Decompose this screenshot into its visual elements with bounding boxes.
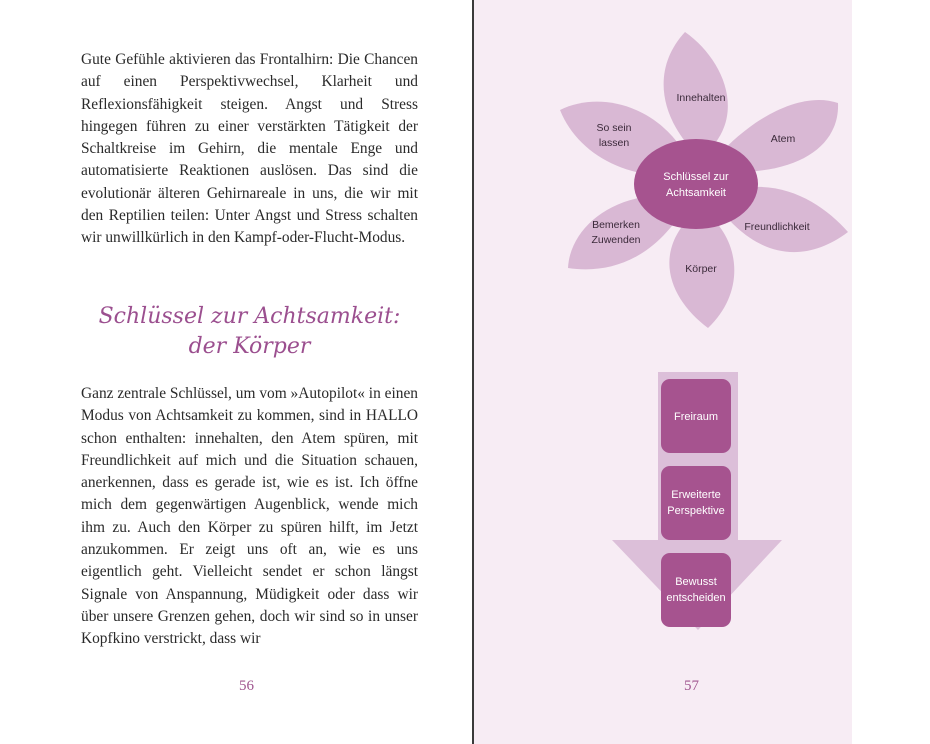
body-paragraph-1: Gute Gefühle aktivieren das Frontalhirn: Die Chancen auf einen Perspektivwechsel, Klarheit und Reflexionsfähigkeit steigen. Angst und Stress hingegen führen zu einer verstärkten Tätigkeit der Schaltkreise im Gehirn, die mentale Enge und automatisierte Reaktionen auslösen. Das sind die evolutionär älteren Gehirnareale in uns, die wir mit den Reptilien teilen: Unter Angst und Stress schalten wir unwillkürlich in den Kampf-oder-Flucht-Modus. <box>81 51 418 247</box>
petal-label-freundlichkeit: Freundlichkeit <box>744 221 810 233</box>
petal-label-sosein-2: lassen <box>598 137 630 149</box>
petal-label-bemerken-2: Zuwenden <box>591 234 641 246</box>
box-label-entscheiden-1: Bewusst <box>675 576 717 588</box>
arrow-diagram <box>612 372 782 630</box>
box-label-freiraum: Freiraum <box>673 411 719 423</box>
heading-line-2: der Körper <box>188 334 311 359</box>
page-number-right: 57 <box>684 678 699 694</box>
diagram-canvas <box>474 0 852 744</box>
section-heading <box>81 302 418 362</box>
petal-label-koerper: Körper <box>685 263 717 275</box>
page-number-left: 56 <box>239 678 254 694</box>
box-label-perspektive-1: Erweiterte <box>671 489 721 501</box>
petal-label-sosein-1: So sein <box>596 122 632 134</box>
petal-label-atem: Atem <box>770 133 796 145</box>
petal-label-bemerken-1: Bemerken <box>592 219 640 231</box>
arrow-box-perspektive <box>661 466 731 540</box>
center-label-line-2: Achtsamkeit <box>666 187 726 199</box>
box-label-perspektive-2: Perspektive <box>667 505 725 517</box>
box-label-entscheiden-2: entscheiden <box>666 592 726 604</box>
arrow-box-entscheiden <box>661 553 731 627</box>
flower-diagram <box>560 32 848 328</box>
center-label-line-1: Schlüssel zur <box>663 171 729 183</box>
body-paragraph-2: Ganz zentrale Schlüssel, um vom »Autopilot« in einen Modus von Achtsamkeit zu kommen, sind in HALLO schon enthalten: innehalten, den Atem spüren, mit Freundlichkeit auf mich und die Situation schauen, anerkennen, dass es gerade ist, wie es ist. Ich öffne mich dem gegenwärtigen Augenblick, wende mich ihm zu. Auch den Körper zu spüren hilft, im Jetzt anzukommen. Er zeigt uns oft an, wie es uns eigentlich geht. Vielleicht sendet er schon längst Signale von Anspannung, Müdigkeit oder dass wir über unsere Grenzen gehen, doch wir sind so in unser Kopfkino verstrickt, dass wir <box>81 385 418 648</box>
petal-label-innehalten: Innehalten <box>676 92 726 104</box>
heading-line-1: Schlüssel zur Achtsamkeit: <box>98 304 401 329</box>
flower-center <box>634 139 758 229</box>
